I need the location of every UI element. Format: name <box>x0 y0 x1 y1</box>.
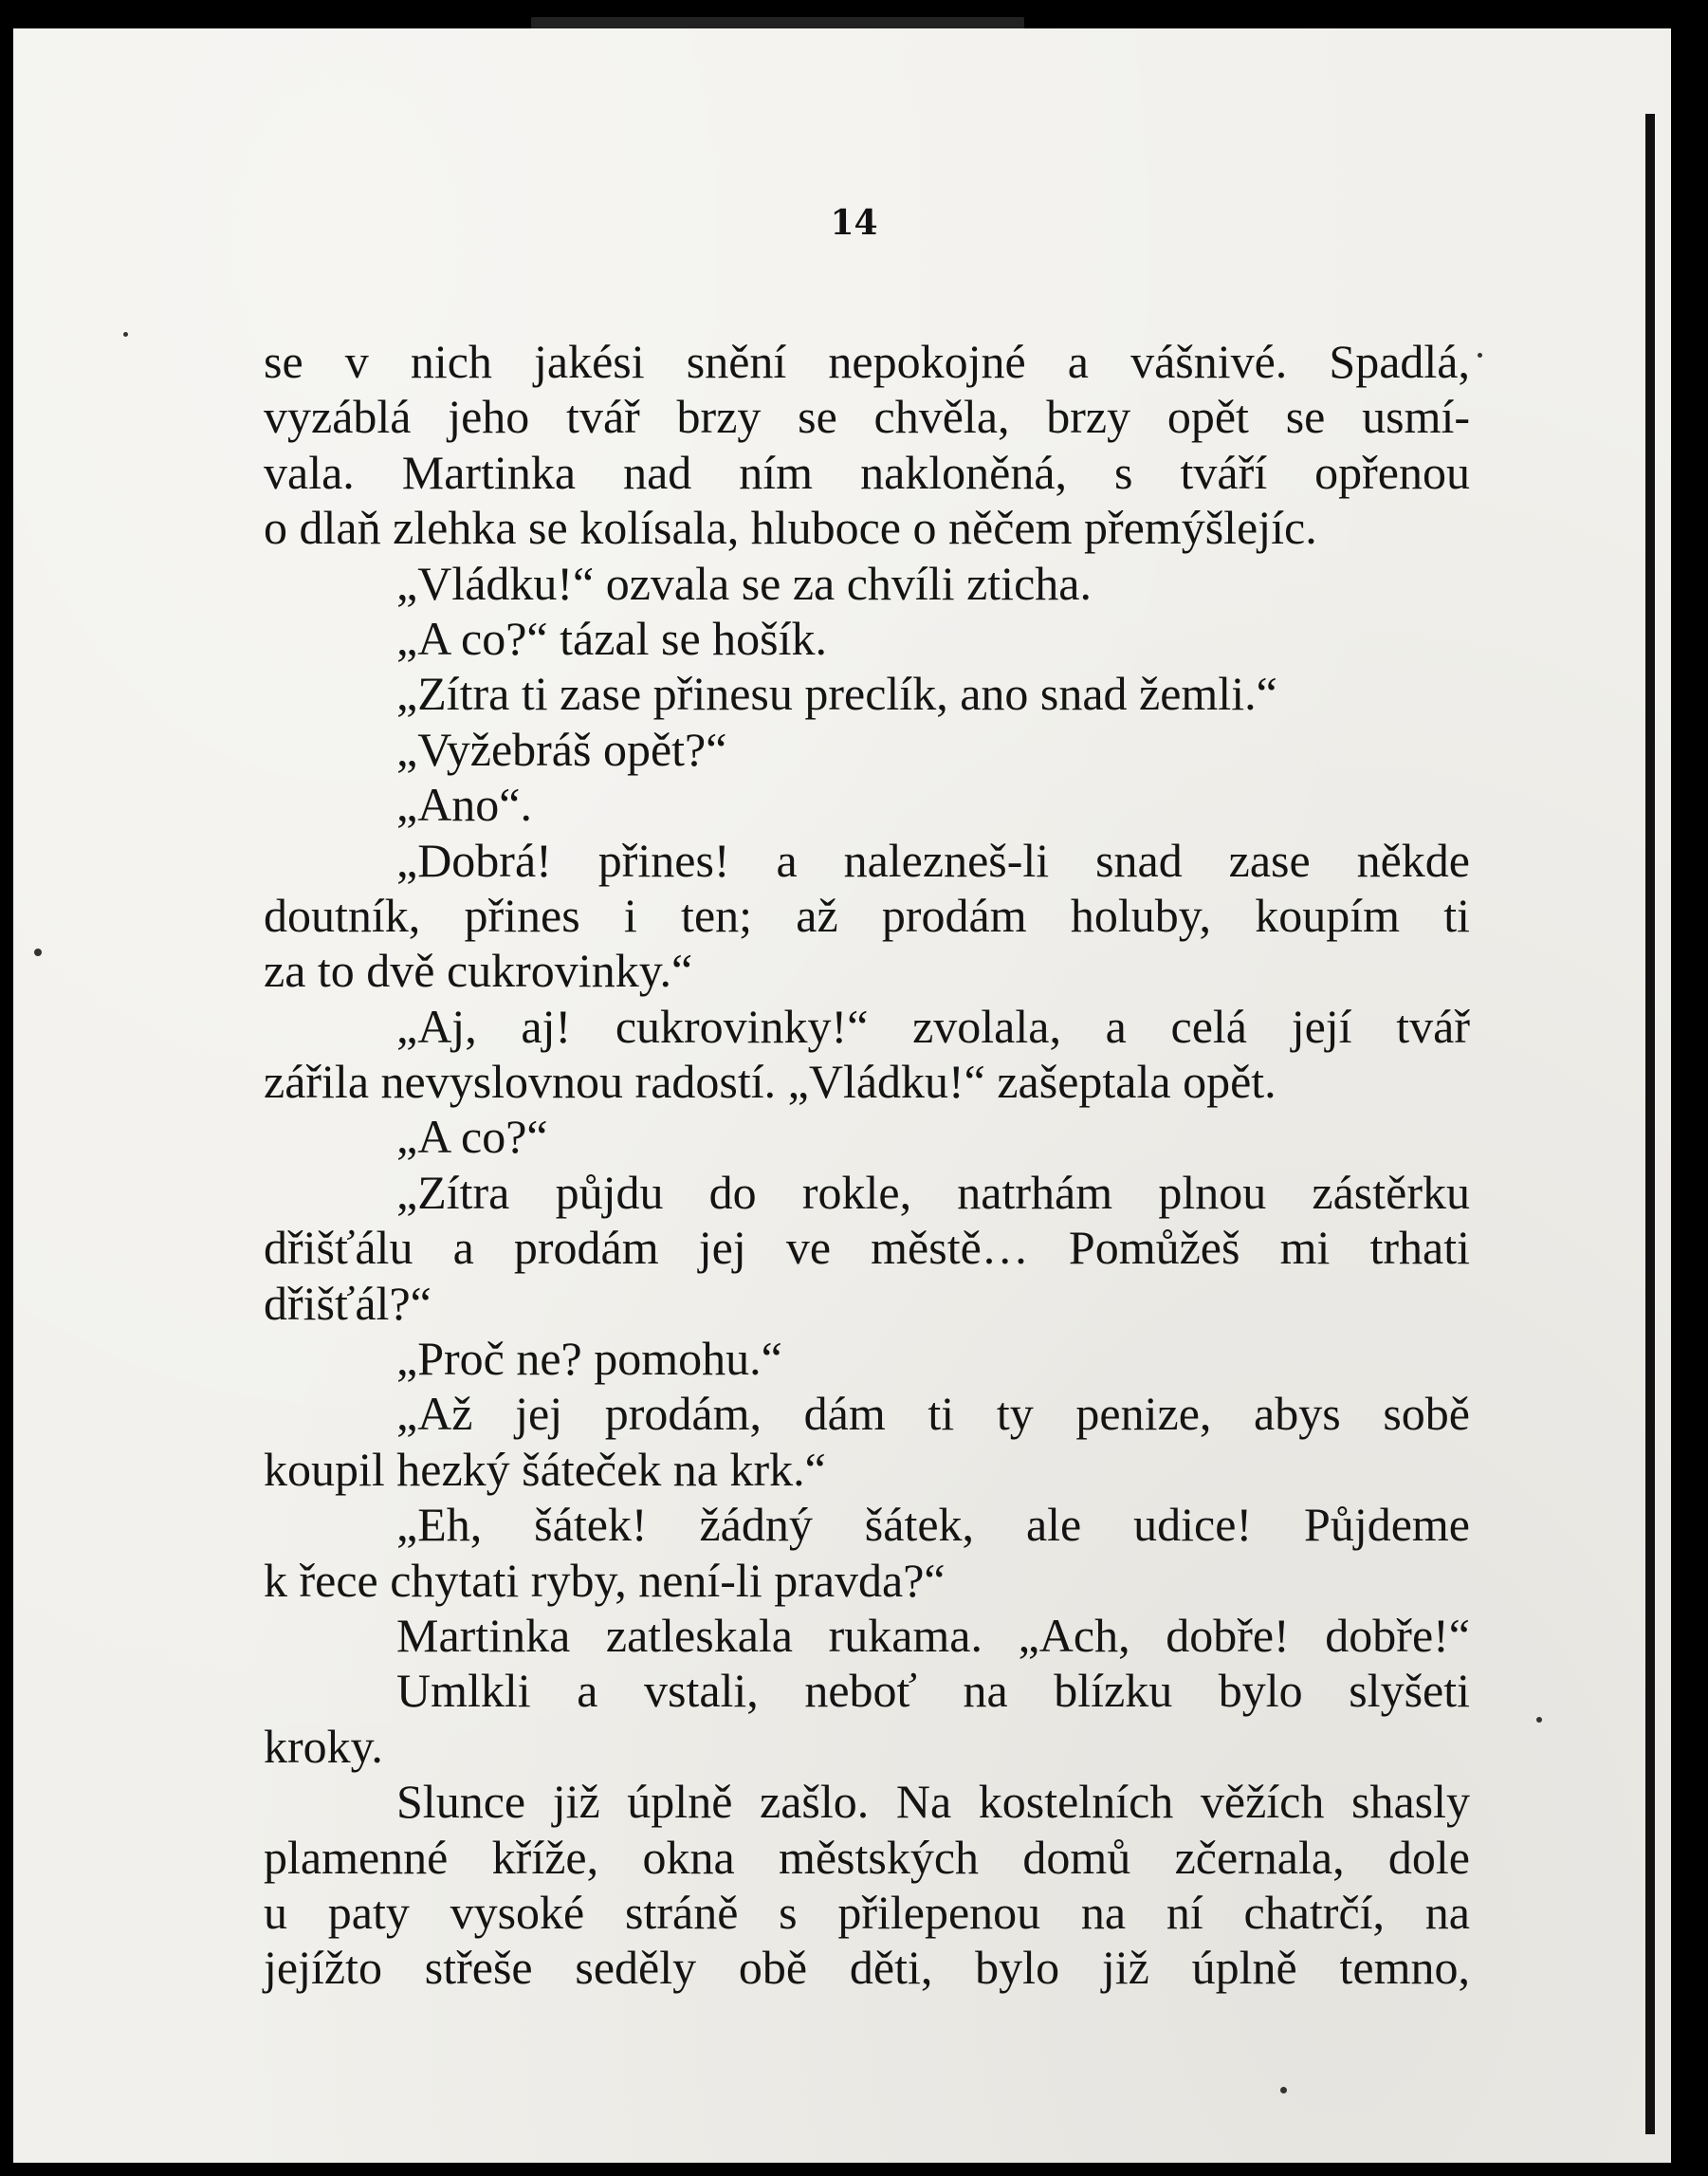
text-line: koupil hezký šáteček na krk.“ <box>264 1442 826 1496</box>
text-line: Martinka zatleskala rukama. „Ach, dobře! dobře!“ <box>396 1608 1470 1662</box>
text-line: „Aj, aj! cukrovinky!“ zvolala, a celá její tvář <box>396 999 1470 1053</box>
page-number: 14 <box>830 203 878 243</box>
text-line: „A co?“ tázal se hošík. <box>396 611 827 665</box>
text-line: kroky. <box>264 1719 383 1773</box>
text-line: „Až jej prodám, dám ti ty penize, abys sobě <box>396 1387 1470 1441</box>
text-line: o dlaň zlehka se kolísala, hluboce o něčem přemýšlejíc. <box>264 501 1317 555</box>
text-line: „Vládku!“ ozvala se za chvíli zticha. <box>396 556 1092 610</box>
text-line: jejížto střeše seděly obě děti, bylo již úplně temno, <box>264 1941 1470 1995</box>
text-line: „Eh, šátek! žádný šátek, ale udice! Půjdeme <box>396 1498 1470 1552</box>
text-line: vyzáblá jeho tvář brzy se chvěla, brzy opět se usmí- <box>264 390 1470 444</box>
body-text <box>264 334 1470 1996</box>
text-line: „Vyžebráš opět?“ <box>396 722 727 776</box>
text-line: Umlkli a vstali, neboť na blízku bylo slyšeti <box>396 1664 1470 1718</box>
text-line: zářila nevyslovnou radostí. „Vládku!“ zašeptala opět. <box>264 1055 1276 1109</box>
text-line: za to dvě cukrovinky.“ <box>264 944 693 998</box>
text-line: u paty vysoké stráně s přilepenou na ní chatrčí, na <box>264 1885 1470 1939</box>
text-line: „Zítra půjdu do rokle, natrhám plnou zástěrku <box>396 1165 1470 1219</box>
paper-speck <box>123 332 128 337</box>
text-line: dřišťál?“ <box>264 1276 432 1330</box>
paper-speck <box>1536 1717 1542 1723</box>
text-line: dřišťálu a prodám jej ve městě… Pomůžeš mi trhati <box>264 1221 1470 1275</box>
scan-right-edge-shadow <box>1645 114 1655 2134</box>
paper-speck <box>34 949 42 956</box>
text-line: „A co?“ <box>396 1110 548 1164</box>
text-line: „Ano“. <box>396 778 532 832</box>
text-line: doutník, přines i ten; až prodám holuby, koupím ti <box>264 888 1470 942</box>
text-line: „Zítra ti zase přinesu preclík, ano snad žemli.“ <box>396 667 1277 721</box>
text-line: se v nich jakési snění nepokojné a vášnivé. Spadlá, <box>264 335 1470 388</box>
text-line: plamenné kříže, okna městských domů zčernala, dole <box>264 1830 1470 1884</box>
text-line: k řece chytati ryby, není-li pravda?“ <box>264 1553 946 1607</box>
text-line: „Dobrá! přines! a nalezneš-li snad zase někde <box>396 833 1470 887</box>
text-line: Slunce již úplně zašlo. Na kostelních věžích shasly <box>396 1775 1470 1829</box>
paper-speck <box>1280 2087 1287 2093</box>
text-line: „Proč ne? pomohu.“ <box>396 1332 782 1386</box>
paper-speck <box>1478 353 1482 358</box>
text-line: vala. Martinka nad ním nakloněná, s tváří opřenou <box>264 445 1470 499</box>
